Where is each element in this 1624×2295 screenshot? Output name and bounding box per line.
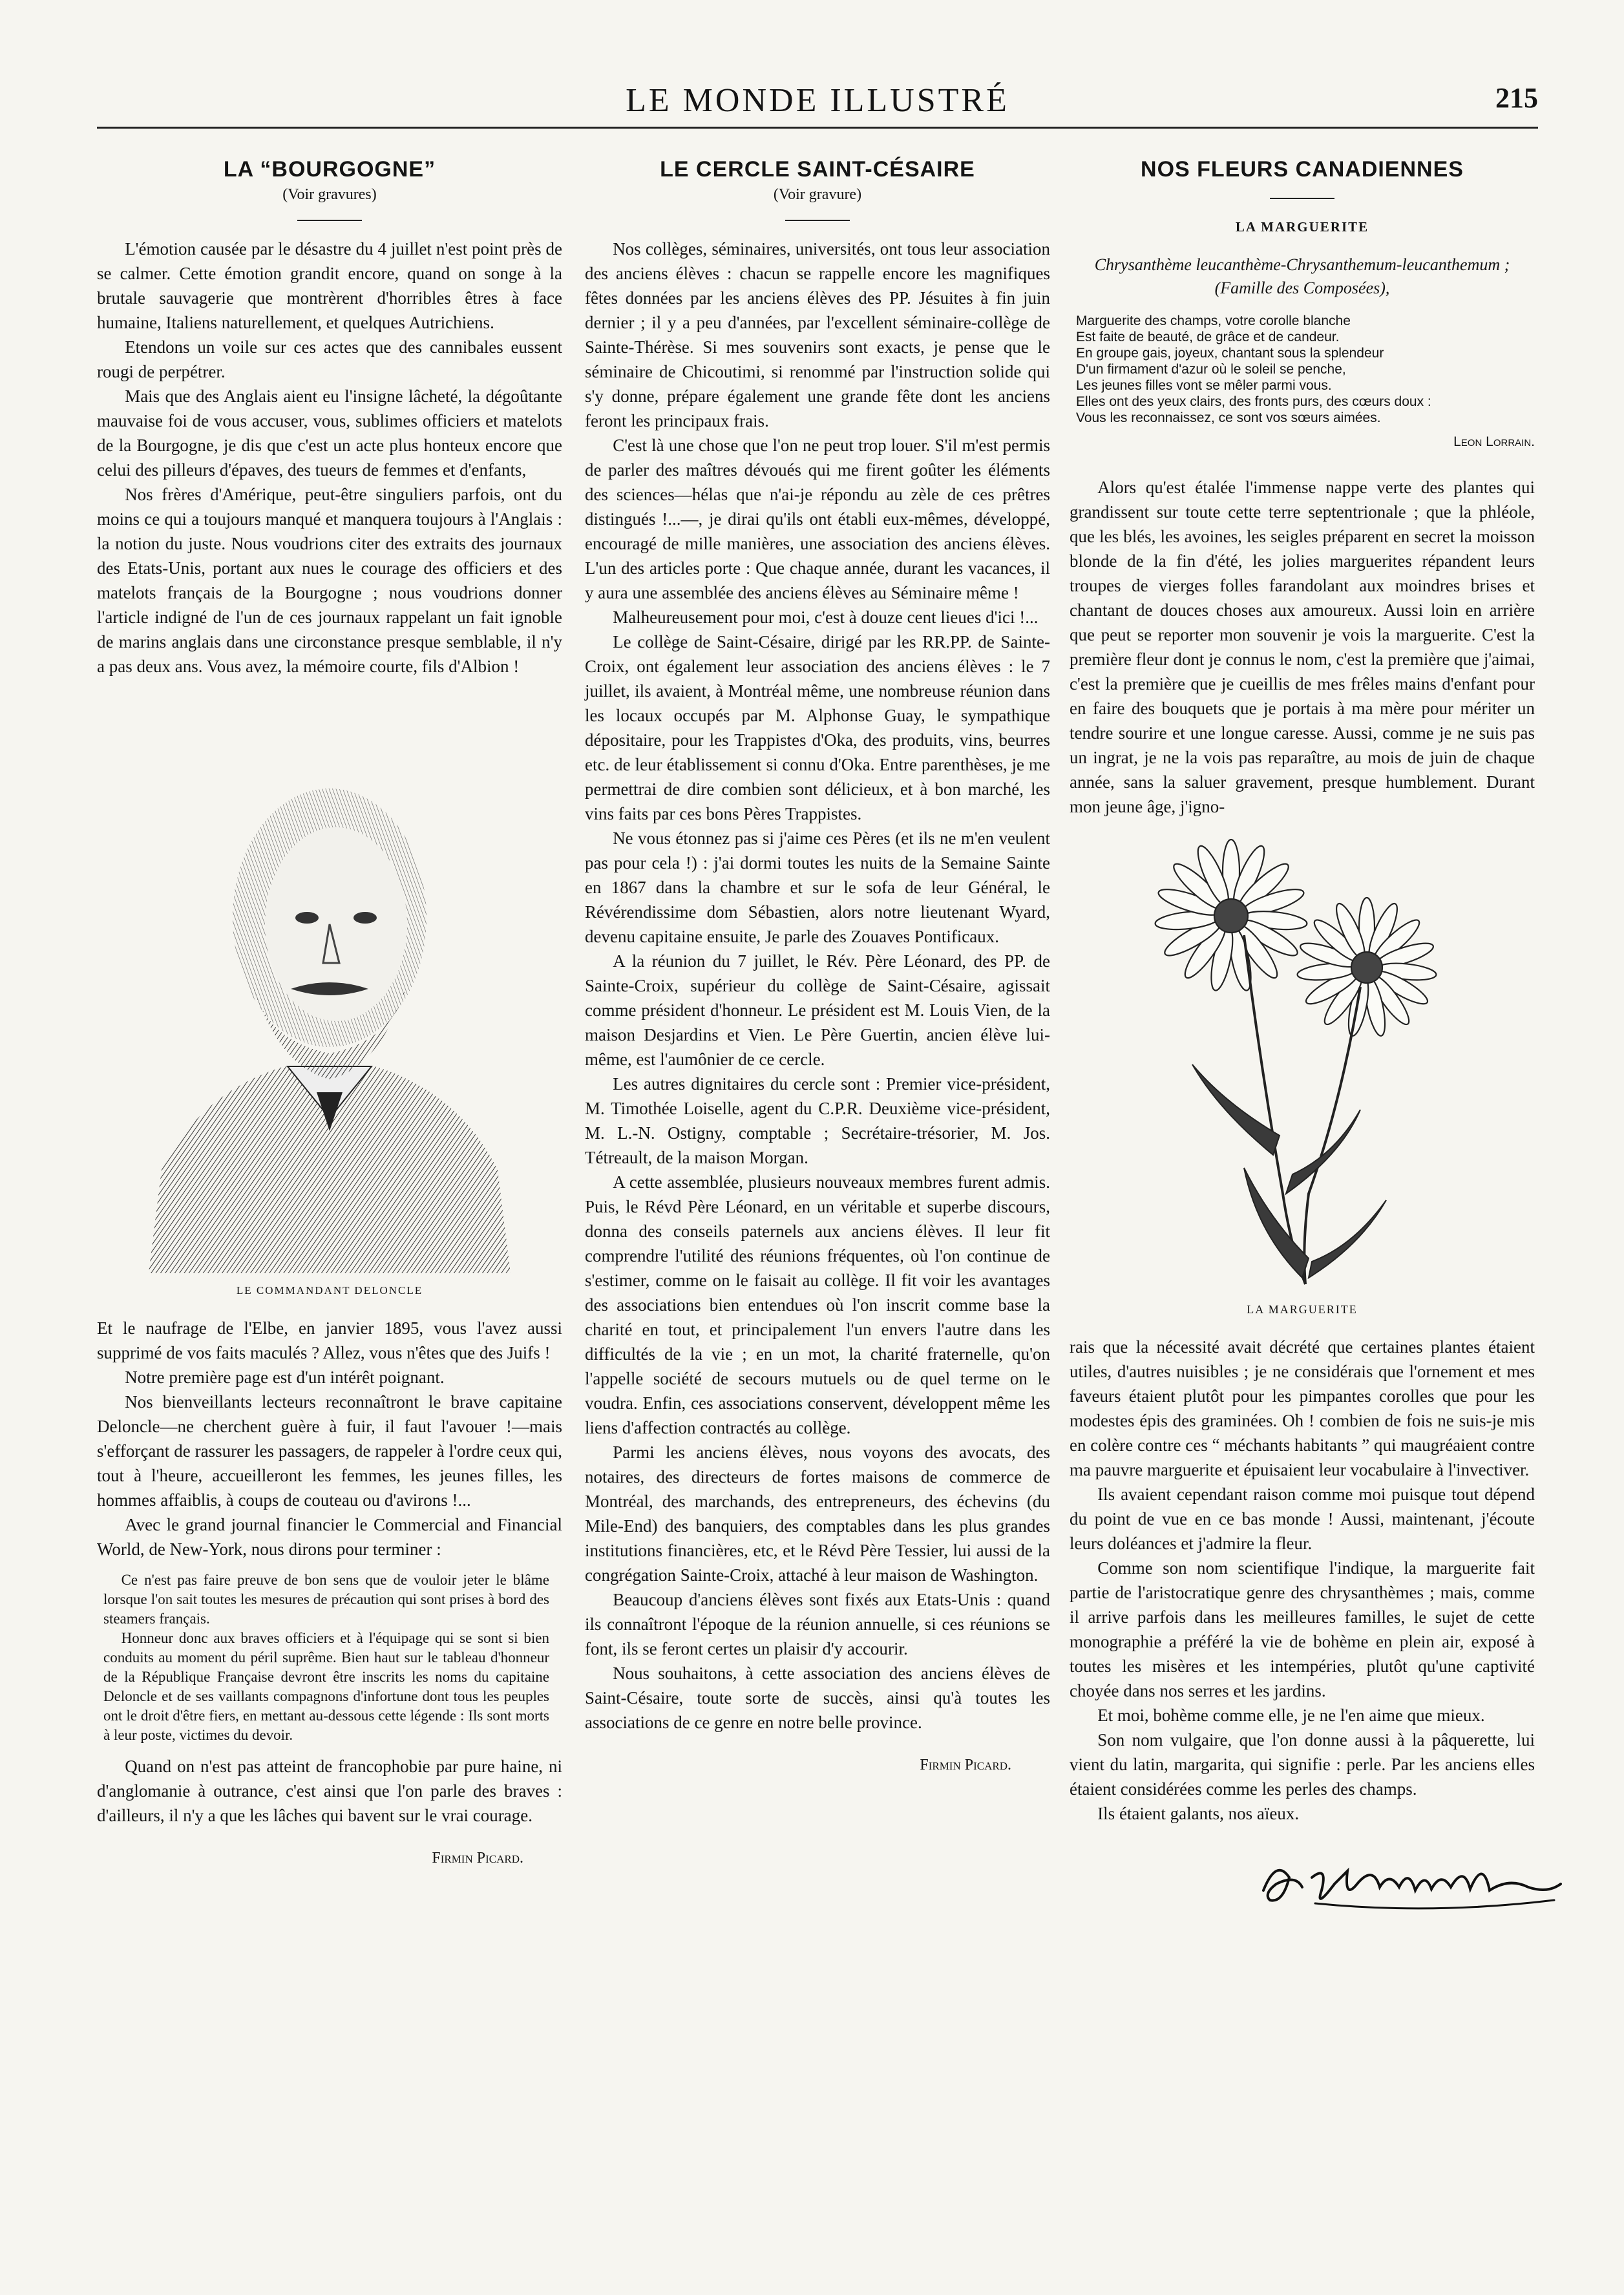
article-title-fleurs: NOS FLEURS CANADIENNES xyxy=(1141,157,1464,182)
paragraph: Mais que des Anglais aient eu l'insigne lâcheté, la dégoûtante mauvaise foi de vous accuser, vous, sublimes officiers et matelots de la Bourgogne, je dis que c'est un acte plus honteux encore que celui des pilleurs d'épaves, des tueurs de femmes et d'enfants, xyxy=(97,386,562,480)
paragraph: A la réunion du 7 juillet, le Rév. Père Léonard, des PP. de Sainte-Croix, supérieur du collège de Saint-Césaire, agissait comme président d'honneur. Le président est M. Louis Vien, de la maison Desjardins et Vien. Le Père Guertin, ancien élève lui-même, est l'aumônier de ce cercle. xyxy=(585,951,1050,1069)
paragraph: L'émotion causée par le désastre du 4 juillet n'est point près de se calmer. Cette émotion grandit encore, quand on songe à la brutale sauvagerie que montrèrent d'horribles êtres à face humaine, Italiens naturellement, et quelques Autrichiens. xyxy=(97,239,562,332)
poem-line: Vous les reconnaissez, ce sont vos sœurs aimées. xyxy=(1076,410,1381,425)
poem-line: Elles ont des yeux clairs, des fronts purs, des cœurs doux : xyxy=(1076,394,1431,409)
divider xyxy=(297,220,362,221)
quoted-excerpt xyxy=(103,1571,549,1745)
portrait-caption: LE COMMANDANT DELONCLE xyxy=(236,1284,423,1296)
article-subtitle: (Voir gravures) xyxy=(282,186,377,203)
flower-caption: LA MARGUERITE xyxy=(1247,1303,1358,1316)
paragraph: Alors qu'est étalée l'immense nappe verte des plantes qui grandissent sur toute cette terre septentrionale ; que la phléole, que les blés, les avoines, les seigles préparent en secret la moisson blonde de la fin d'été, les jolies marguerites répandent leurs troupes de vierges folles farandolant aux moindres brises et chantant de douces choses aux amoureux. Aussi loin en arrière que peut se reporter mon souvenir je vois la marguerite. C'est la première fleur dont je connus le nom, c'est la première que j'aimai, c'est la première que je cueillis de mes frêles mains d'enfant pour en faire des bouquets que je portais à ma mère pour mériter un tendre sourire et une longue caresse. Aussi, comme je ne suis pas un ingrat, je ne la vois pas reparaître, au mois de juin de chaque année, sans la saluer gravement, presque humblement. Durant mon jeune âge, j'igno- xyxy=(1070,478,1535,816)
divider xyxy=(785,220,850,221)
page-number: 215 xyxy=(1495,82,1538,114)
poem-line: Marguerite des champs, votre corolle blanche xyxy=(1076,313,1351,328)
author-signature: Firmin Picard. xyxy=(920,1757,1011,1773)
quote-paragraph: Ce n'est pas faire preuve de bon sens que de vouloir jeter le blâme lorsque l'on sait toutes les mesures de précaution qui sont prises à bord des steamers français. xyxy=(103,1572,549,1627)
handwritten-signature xyxy=(1238,1839,1574,1923)
paragraph: rais que la nécessité avait décrété que certaines plantes étaient utiles, d'autres nuisibles ; je ne considérais que l'ornement et mes faveurs étaient plutôt pour les pimpantes corolles que pour les modestes épis des graminées. Oh ! combien de fois ne suis-je mis en colère contre ces “ méchants habitants ” qui maugréaient contre ma pauvre marguerite et épuisaient leur vocabulaire à l'invectiver. xyxy=(1070,1337,1535,1479)
masthead xyxy=(97,78,1538,129)
paragraph: Et le naufrage de l'Elbe, en janvier 1895, vous l'avez aussi supprimé de vos faits maculés ? Allez, vous n'êtes que des Juifs ! xyxy=(97,1318,562,1362)
poem-line: D'un firmament d'azur où le soleil se penche, xyxy=(1076,362,1346,377)
paragraph: Beaucoup d'anciens élèves sont fixés aux Etats-Unis : quand ils connaîtront l'époque de la réunion annuelle, si ces réunions se font, ils se feront certes un plaisir d'y accourir. xyxy=(585,1590,1050,1658)
paragraph: Malheureusement pour moi, c'est à douze cent lieues d'ici !... xyxy=(613,608,1039,627)
paragraph: Nos bienveillants lecteurs reconnaîtront le brave capitaine Deloncle—ne cherchent guère à fuir, il faut l'avouer !—mais s'efforçant de rassurer les passagers, de rappeler à l'ordre ceux qui, tout à l'heure, accueilleront les femmes, les jeunes filles, les hommes affaiblis, à coups de couteau ou d'avirons !... xyxy=(97,1392,562,1510)
divider xyxy=(1270,198,1334,199)
paragraph: Notre première page est d'un intérêt poignant. xyxy=(125,1368,445,1387)
author-signature: Firmin Picard. xyxy=(432,1850,523,1867)
paragraph: C'est là une chose que l'on ne peut trop louer. S'il m'est permis de parler des maîtres dévoués qui me firent goûter les éléments des sciences—hélas que n'ai-je répondu au zèle de ces prêtres distingués !...—, je dirai qu'ils ont établi eux-mêmes, développé, encouragé de mille manières, une association des anciens élèves. L'un des articles porte : Que chaque année, durant les vacances, il y aura une assemblée des anciens élèves au Séminaire même ! xyxy=(585,436,1050,602)
section-heading: LA MARGUERITE xyxy=(1235,219,1369,235)
paragraph: Quand on n'est pas atteint de francophobie par pure haine, ni d'anglomanie à outrance, c'est ainsi que l'on parle des braves : d'ailleurs, il n'y a que les lâches qui bavent sur le vrai courage. xyxy=(97,1757,562,1825)
paragraph: Avec le grand journal financier le Commercial and Financial World, de New-York, nous dirons pour terminer : xyxy=(97,1515,562,1559)
poem-line: Est faite de beauté, de grâce et de candeur. xyxy=(1076,330,1340,344)
poem-line: Les jeunes filles vont se mêler parmi vous. xyxy=(1076,378,1332,393)
paragraph: Nos frères d'Amérique, peut-être singuliers parfois, ont du moins ce qui a toujours manqué et manquera toujours à l'Anglais : la notion du juste. Nous voudrions citer des extraits des journaux des Etats-Unis, portant aux nues le courage des officiers et des matelots français de la Bourgogne ; nous voudrions donner l'article indigné de l'un de ces journaux rappelant un fait ignoble de marins anglais dans une circonstance presque semblable, il n'y a pas deux ans. Vous avez, la mémoire courte, fils d'Albion ! xyxy=(97,485,562,676)
daisy-right-flower xyxy=(1296,898,1437,1037)
paragraph: Les autres dignitaires du cercle sont : Premier vice-président, M. Timothée Loiselle, agent du C.P.R. Deuxième vice-président, M. L.-N. Ostigny, comptable ; Secrétaire-trésorier, M. Jos. Tétreault, de la maison Morgan. xyxy=(585,1074,1050,1167)
paragraph: Nous souhaitons, à cette association des anciens élèves de Saint-Césaire, toute sorte de succès, ainsi qu'à toutes les associations de ce genre en notre belle province. xyxy=(585,1664,1050,1732)
newspaper-title: LE MONDE ILLUSTRÉ xyxy=(626,82,1009,119)
article-title-cercle: LE CERCLE SAINT-CÉSAIRE xyxy=(660,157,975,182)
portrait-engraving xyxy=(123,704,536,1273)
paragraph: Parmi les anciens élèves, nous voyons des avocats, des notaires, des directeurs de fortes maisons de commerce de Montréal, des marchands, des entrepreneurs, des échevins (du Mile-End) des banquiers, des comptables dans les plus grandes institutions financières, etc, et le Révd Père Tessier, lui aussi de la congrégation Sainte-Croix, attaché à leur maison de Washington. xyxy=(585,1443,1050,1585)
paragraph: Comme son nom scientifique l'indique, la marguerite fait partie de l'aristocratique genre des chrysanthèmes ; mais, comme il arrive parfois dans les meilleures familles, le sujet de cette monographie a préféré la vie de bohème en plein air, exposé à toutes les misères et les intempéries, plutôt qu'une captivité choyée dans nos serres et les jardins. xyxy=(1070,1558,1535,1700)
paragraph: Ils étaient galants, nos aïeux. xyxy=(1097,1804,1300,1823)
paragraph: Le collège de Saint-Césaire, dirigé par les RR.PP. de Sainte-Croix, ont également leur association des anciens élèves : le 7 juillet, ils avaient, à Montréal même, une nombreuse réunion dans les locaux occupés par M. Alphonse Guay, le sympathique dépositaire, pour les Trappistes d'Oka, des produits, vins, beurres etc. de leur établissement si connu d'Oka. Entre parenthèses, je me permettrai de dire combien sont délicieux, et à bon marché, les vins faits par ces bons Pères Trappistes. xyxy=(585,632,1050,823)
quote-paragraph: Honneur donc aux braves officiers et à l'équipage qui se sont si bien conduits au moment du péril suprême. Bien haut sur le tableau d'honneur de la République Française devront être inscrits les noms du capitaine Deloncle et de ses vaillants compagnons d'infortune dont tous les peuples ont le droit d'être fiers, en mettant au-dessous cette légende : Ils sont morts à leur poste, victimes du devoir. xyxy=(103,1630,549,1743)
paragraph: Nos collèges, séminaires, universités, ont tous leur association des anciens élèves : chacun se rappelle encore les magnifiques fêtes données par les anciens élèves des PP. Jésuites à fin juin dernier ; il y a peu d'années, par l'excellent séminaire-collège de Sainte-Thérèse. Si mes souvenirs sont exacts, je pense que le séminaire de Chicoutimi, si renommé par l'instruction solide qui s'y donne, prépare également une grande fête dont les anciens feront les principaux frais. xyxy=(585,239,1050,430)
paragraph: Et moi, bohème comme elle, je ne l'en aime que mieux. xyxy=(1097,1706,1485,1725)
paragraph: Etendons un voile sur ces actes que des cannibales eussent rougi de perpétrer. xyxy=(97,337,562,381)
daisy-leaves xyxy=(1192,1064,1386,1278)
column-bourgogne xyxy=(97,155,562,1870)
paragraph: Ne vous étonnez pas si j'aime ces Pères (et ils ne m'en veulent pas pour cela !) : j'ai dormi toutes les nuits de la Semaine Sainte en 1867 dans la chambre et sur le sofa de leur Général, le Révérendissime dom Sébastien, alors notre lieutenant Wyard, devenu capitaine ensuite, Je parle des Zouaves Pontificaux. xyxy=(585,829,1050,946)
paragraph: A cette assemblée, plusieurs nouveaux membres furent admis. Puis, le Révd Père Léonard, en un véritable et superbe discours, donna des conseils paternels aux anciens élèves. Il leur fit comprendre l'utilité des réunions fréquentes, où l'on continue de s'estimer, comme on le faisait au collège. Il fit voir les avantages des associations bien entendues où l'on inscrit comme base la charité en tout, et principalement l'un envers l'autre dans les difficultés de la vie ; en un mot, la charité fraternelle, qu'on l'appelle société de secours mutuels ou de quel terme on le voudra. Enfin, ces associations conservent, développent même les liens d'affection contractés au collège. xyxy=(585,1172,1050,1437)
poem-author: Leon Lorrain. xyxy=(1453,434,1535,449)
paragraph: Son nom vulgaire, que l'on donne aussi à la pâquerette, lui vient du latin, margarita, qui signifie : perle. Par les anciens elles étaient considérées comme les perles des champs. xyxy=(1070,1730,1535,1799)
column-fleurs-canadiennes xyxy=(1070,155,1535,1923)
article-title-bourgogne: LA “BOURGOGNE” xyxy=(223,157,436,182)
column-cercle-saint-cesaire xyxy=(585,155,1050,1777)
paragraph: Ils avaient cependant raison comme moi puisque tout dépend du point de vue en ce bas monde ! Aussi, maintenant, j'écoute leurs doléances et j'admire la fleur. xyxy=(1070,1485,1535,1553)
article-subtitle: (Voir gravure) xyxy=(773,186,862,203)
daisy-left-flower xyxy=(1154,840,1307,992)
poem xyxy=(1076,313,1535,426)
poem-line: En groupe gais, joyeux, chantant sous la splendeur xyxy=(1076,346,1384,361)
masthead-rule xyxy=(97,127,1538,129)
daisy-illustration xyxy=(1147,832,1457,1297)
scientific-name: Chrysanthème leucanthème-Chrysanthemum-leucanthemum ; (Famille des Composées), xyxy=(1094,255,1510,297)
